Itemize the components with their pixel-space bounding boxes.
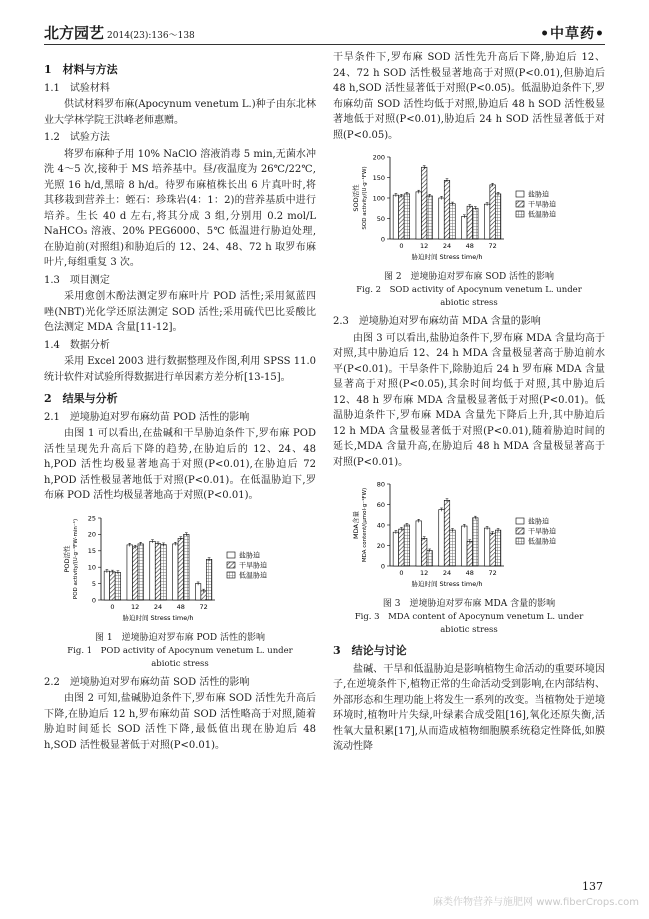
y-tick-label: 0	[91, 595, 96, 604]
x-tick-label: 0	[399, 569, 404, 577]
bar	[416, 521, 422, 566]
bar	[127, 544, 133, 599]
y-axis-label-en: POD activity/(U·g⁻¹FW·min⁻¹)	[73, 518, 79, 599]
journal-name: 北方园艺	[44, 24, 105, 42]
bar	[444, 180, 450, 239]
subsection-heading-1-1: 1.1 试验材料	[44, 82, 110, 94]
figure-3-caption-en-2: abiotic stress	[440, 625, 498, 635]
paragraph-3: 盐碱、干旱和低温胁迫是影响植物生命活动的重要环境因子,在逆境条件下,植物正常的生命活动受到影响,在内部结构、外部形态和生理功能上将发生一系列的改变。当植物处于逆境环境时,植物叶片失绿,叶绿素合成受阻[16],氧化还原失衡,活性氧大量积累[17],从而造成植物细胞膜系统稳定性降低,如膜流动性降	[333, 663, 605, 752]
journal-title	[44, 22, 195, 43]
pod-chart	[55, 512, 305, 630]
header-rule	[44, 44, 605, 45]
legend-label: 盐胁迫	[239, 551, 260, 559]
section-heading-2: 2 结果与分析	[44, 392, 118, 405]
bar	[427, 196, 433, 239]
bar	[155, 543, 161, 599]
x-axis-label: 胁迫时间 Stress time/h	[411, 580, 483, 588]
bar	[421, 167, 427, 239]
x-tick-label: 0	[110, 602, 115, 611]
figure-2-caption-en: Fig. 2 SOD activity of Apocynum venetum L. under	[356, 285, 582, 295]
bar	[444, 500, 450, 566]
x-tick-label: 12	[420, 569, 429, 577]
right-column	[333, 50, 605, 755]
x-tick-label: 72	[199, 602, 208, 611]
bar	[473, 208, 479, 239]
bar	[427, 551, 433, 566]
legend-label: 干旱胁迫	[528, 527, 556, 536]
x-tick-label: 48	[465, 242, 474, 250]
y-tick-label: 20	[87, 530, 96, 539]
section-heading-1: 1 材料与方法	[44, 63, 118, 76]
x-tick-label: 72	[488, 569, 497, 577]
section-heading-3: 3 结论与讨论	[333, 644, 407, 657]
bar	[450, 530, 456, 566]
legend-swatch	[516, 191, 524, 197]
legend-swatch	[227, 552, 235, 558]
bar	[490, 533, 496, 566]
bar	[439, 510, 445, 566]
figure-2-caption: 图 2 逆境胁迫对罗布麻 SOD 活性的影响	[383, 272, 555, 282]
bar	[473, 518, 479, 566]
y-axis-label-en: SOD activity/(U·g⁻¹FW)	[362, 166, 368, 230]
figure-1-caption: 图 1 逆境胁迫对罗布麻 POD 活性的影响	[95, 632, 265, 643]
paragraph-1-1: 供试材料罗布麻(Apocynum venetum L.)种子由东北林业大学林学院王洪峰老师惠赠。	[44, 99, 316, 126]
x-tick-label: 48	[465, 569, 474, 577]
bar	[495, 194, 501, 239]
y-tick-label: 15	[87, 546, 96, 555]
bar	[462, 216, 468, 239]
bar	[178, 538, 184, 600]
subsection-heading-2-3: 2.3 逆境胁迫对罗布麻幼苗 MDA 含量的影响	[333, 316, 541, 327]
bar	[206, 559, 212, 600]
figure-3	[333, 478, 605, 637]
bar	[393, 532, 399, 566]
paragraph-2-1: 由图 1 可以看出,在盐碱和干旱胁迫条件下,罗布麻 POD 活性呈现先升高后下降的趋势,在胁迫后的 12、24、48 h,POD 活性均极显著地高于对照(P<0.01),在胁迫后 72 h,POD 活性极显著地低于对照(P<0.01)。在低温胁迫下,罗布麻 POD 活性均极显著地高于对照(P<0.01)。	[44, 428, 316, 501]
subsection-heading-1-4: 1.4 数据分析	[44, 339, 110, 351]
paragraph-2-2: 由图 2 可知,盐碱胁迫条件下,罗布麻 SOD 活性先升高后下降,在胁迫后 12 h,罗布麻幼苗 SOD 活性略高于对照,随着胁迫时间延长 SOD 活性下降,最低值出现在胁迫后 48 h,SOD 活性极显著低于对照(P<0.01)。	[44, 693, 316, 751]
bar	[138, 543, 144, 599]
bar	[195, 583, 201, 599]
mda-chart	[344, 478, 594, 596]
left-column	[44, 56, 316, 753]
legend-label: 低温胁迫	[528, 210, 556, 219]
sod-chart	[344, 151, 594, 269]
paragraph-1-3: 采用愈创木酚法测定罗布麻叶片 POD 活性;采用氮蓝四唑(NBT)光化学还原法测定 SOD 活性;采用硫代巴比妥酸比色法测定 MDA 含量[11-12]。	[44, 291, 316, 333]
y-axis-label-cn: MDA含量	[352, 511, 360, 539]
figure-1-caption-en-2: abiotic stress	[151, 658, 209, 669]
x-tick-label: 24	[442, 569, 452, 577]
y-tick-label: 0	[380, 235, 385, 244]
legend-swatch	[227, 562, 235, 568]
bar	[393, 195, 399, 239]
x-tick-label: 48	[176, 602, 185, 611]
subsection-heading-2-2: 2.2 逆境胁迫对罗布麻幼苗 SOD 活性的影响	[44, 676, 250, 688]
bar	[161, 544, 167, 599]
subsection-heading-2-1: 2.1 逆境胁迫对罗布麻幼苗 POD 活性的影响	[44, 411, 250, 423]
x-tick-label: 12	[131, 602, 140, 611]
paragraph-1-2: 将罗布麻种子用 10% NaClO 溶液消毒 5 min,无菌水冲洗 4～5 次,接种于 MS 培养基中。昼/夜温度为 26℃/22℃,光照 16 h/d,黑暗 8 h/d。待罗布麻植株长出 6 片真叶时,将其移栽到营养土：蛭石：珍珠岩(4：1：2)的营养基质中进行培养。生长 40 d 左右,将其分成 3 组,分别用 0.2 mol/L NaHCO₃ 溶液、20% PEG6000、5℃ 低温进行胁迫处理,在胁迫前(对照组)和胁迫后的 12、24、48、72 h 取罗布麻叶片,每组重复 3 次。	[44, 148, 316, 268]
bar	[416, 192, 422, 239]
bar	[484, 528, 490, 566]
bar	[467, 541, 473, 566]
y-tick-label: 150	[372, 173, 385, 182]
x-axis-label: 胁迫时间 Stress time/h	[411, 253, 483, 261]
bar	[104, 571, 110, 600]
page-number: 137	[582, 880, 603, 893]
bar	[450, 204, 456, 239]
legend-swatch	[516, 518, 524, 524]
y-tick-label: 50	[376, 214, 385, 223]
bar	[467, 206, 473, 239]
paragraph-1-4: 采用 Excel 2003 进行数据整理及作图,利用 SPSS 11.0 统计软件对试验所得数据进行单因素方差分析[13-15]。	[44, 356, 316, 383]
y-tick-label: 200	[372, 153, 385, 162]
paragraph-2-2-cont: 干旱条件下,罗布麻 SOD 活性先升高后下降,胁迫后 12、24、72 h SOD 活性极显著地高于对照(P<0.01),但胁迫后 48 h,SOD 活性显著低于对照(P<0.05)。低温胁迫条件下,罗布麻幼苗 SOD 活性均低于对照,胁迫后 48 h SOD 活性极显著地低于对照(P<0.01),胁迫后 24 h SOD 活性显著低于对照(P<0.05)。	[333, 52, 605, 141]
bar	[173, 543, 179, 599]
bar	[110, 571, 116, 599]
bar	[404, 194, 410, 239]
figure-1	[44, 512, 316, 671]
x-axis-label: 胁迫时间 Stress time/h	[122, 613, 194, 622]
section-label: •中草药•	[540, 26, 605, 42]
paragraph-2-3: 由图 3 可以看出,盐胁迫条件下,罗布麻 MDA 含量均高于对照,其中胁迫后 12、24 h MDA 含量极显著高于胁迫前水平(P<0.01)。干旱条件下,除胁迫后 24 h 罗布麻 MDA 含量显著高于对照(P<0.05),其余时间均低于对照,其中胁迫后 12、48 h 罗布麻 MDA 含量极显著低于对照(P<0.01)。低温胁迫条件下,罗布麻 MDA 含量先下降后上升,其中胁迫后 12 h MDA 含量极显著低于对照(P<0.01),随着胁迫时间的延长,MDA 含量升高,在胁迫后 48 h MDA 含量极显著高于对照(P<0.01)。	[333, 332, 605, 468]
y-tick-label: 5	[91, 579, 96, 588]
figure-2	[333, 151, 605, 310]
legend-label: 干旱胁迫	[528, 200, 556, 209]
subsection-heading-1-2: 1.2 试验方法	[44, 132, 110, 143]
x-tick-label: 24	[442, 242, 452, 250]
figure-3-caption: 图 3 逆境胁迫对罗布麻 MDA 含量的影响	[382, 599, 556, 609]
legend-label: 盐胁迫	[528, 190, 549, 199]
figure-1-caption-en: Fig. 1 POD activity of Apocynum venetum L. under	[67, 645, 293, 656]
legend-swatch	[516, 528, 524, 534]
y-tick-label: 80	[376, 480, 385, 489]
journal-issue: 2014(23):136～138	[107, 31, 195, 41]
legend-swatch	[516, 201, 524, 207]
y-tick-label: 60	[376, 500, 385, 509]
legend-label: 低温胁迫	[239, 571, 267, 579]
y-axis-label-cn: POD活性	[63, 544, 71, 573]
legend-label: 低温胁迫	[528, 537, 556, 546]
y-tick-label: 40	[376, 521, 385, 530]
y-tick-label: 10	[87, 563, 96, 571]
watermark: 麻类作物营养与施肥网 www.fiberCrops.com	[433, 897, 639, 908]
bar	[399, 529, 405, 566]
bar	[462, 526, 468, 566]
legend-swatch	[516, 211, 524, 217]
legend-label: 盐胁迫	[528, 517, 549, 526]
bar	[132, 546, 138, 599]
legend-swatch	[227, 572, 235, 578]
x-tick-label: 72	[488, 242, 497, 250]
x-tick-label: 24	[153, 602, 163, 611]
x-tick-label: 0	[399, 242, 404, 250]
bar	[184, 534, 190, 600]
bar	[115, 572, 121, 600]
y-axis-label-en: MDA content/(μmol·g⁻¹FW)	[362, 487, 368, 563]
bar	[439, 198, 445, 239]
y-axis-label-cn: SOD活性	[352, 184, 360, 212]
bar	[421, 538, 427, 566]
bar	[484, 204, 490, 239]
bar	[399, 196, 405, 239]
x-tick-label: 12	[420, 242, 429, 250]
bar	[150, 541, 156, 600]
legend-swatch	[516, 538, 524, 544]
bar	[490, 185, 496, 239]
bar	[495, 530, 501, 566]
figure-2-caption-en-2: abiotic stress	[440, 298, 498, 308]
y-tick-label: 0	[380, 562, 385, 571]
legend-label: 干旱胁迫	[239, 561, 267, 569]
subsection-heading-1-3: 1.3 项目测定	[44, 274, 110, 286]
y-tick-label: 25	[87, 513, 96, 522]
bar	[404, 525, 410, 566]
figure-3-caption-en: Fig. 3 MDA content of Apocynum venetum L. under	[354, 612, 584, 622]
y-tick-label: 20	[376, 541, 385, 550]
y-tick-label: 100	[372, 194, 385, 203]
